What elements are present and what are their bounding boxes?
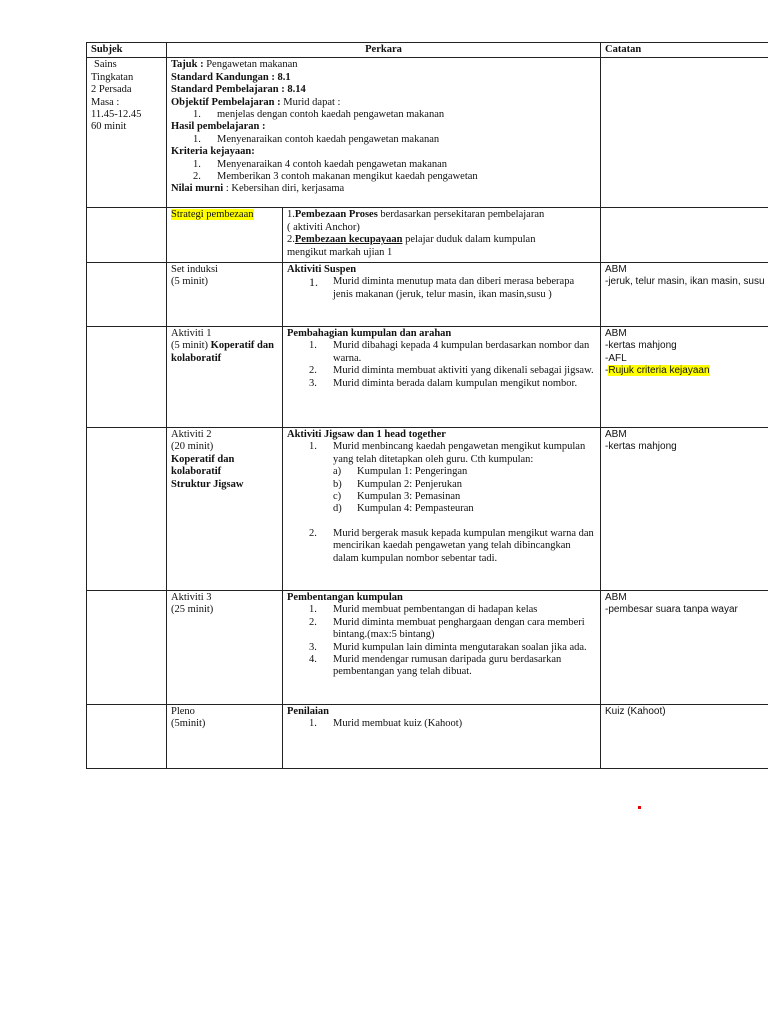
standard-kandungan: Standard Kandungan : 8.1 [171,71,291,83]
aktiviti-1-empty-cell [87,327,167,428]
strategi-catatan-cell [601,208,768,263]
strategi-empty-cell [87,208,167,263]
aktiviti-2-catatan-cell [601,428,768,591]
header-subjek: Subjek [87,43,167,58]
aktiviti-2-row [87,428,768,591]
class-line: 2 Persada [91,84,132,96]
aktiviti-1-list [287,340,596,390]
catatan-afl: -AFL [605,352,627,364]
aktiviti-3-list [287,604,596,678]
pleno-catatan-cell [601,705,768,769]
intro-content-cell [167,58,601,208]
hasil-label: Hasil pembelajaran : [171,121,266,133]
jigsaw-title: Aktiviti Jigsaw dan 1 head together [287,429,446,441]
set-induksi-empty-cell [87,263,167,327]
aktiviti-1-content-cell [283,327,601,428]
list-item: 1. Menyenaraikan contoh kaedah pengawetan makanan [193,133,440,145]
list-item: 1. Murid membuat pembentangan di hadapan kelas [309,604,538,616]
intro-row [87,58,768,208]
strategi-label: Strategi pembezaan [171,209,254,221]
intro-catatan-cell [601,58,768,208]
aktiviti-2-method: Koperatif dan kolaboratif [171,453,235,478]
aktiviti-2-empty-cell [87,428,167,591]
strategi-row [87,208,768,263]
aktiviti-suspen-title: Aktiviti Suspen [287,264,357,276]
aktiviti-1-catatan-cell [601,327,768,428]
pleno-content-cell [283,705,601,769]
kumpulan-sublist [333,466,596,516]
objektif-line: Objektif Pembelajaran : Murid dapat : [171,96,341,108]
aktiviti-2-label-cell [167,428,283,591]
header-perkara: Perkara [167,43,601,58]
list-item: 2. Murid diminta membuat penghargaan dengan cara memberi bintang.(max:5 bintang) [309,616,585,641]
strategi-point-1: 1.Pembezaan Proses berdasarkan persekitaran pembelajaran [287,209,545,221]
list-item: 2. Memberikan 3 contoh makanan mengikut kaedah pengawetan [193,171,478,183]
set-induksi-content-cell [283,263,601,327]
catatan-kertas: -kertas mahjong [605,340,677,352]
aktiviti-1-duration: (5 minit) Koperatif dan kolaboratif [171,340,274,364]
header-catatan: Catatan [601,43,768,58]
catatan-rujuk: -Rujuk criteria kejayaan [605,365,710,377]
catatan-abm: ABM [605,264,627,276]
form-line: Tingkatan [91,71,134,83]
strategi-content-cell [283,208,601,263]
aktiviti-3-row [87,591,768,705]
list-item: 1. Murid menbincang kaedah pengawetan mengikut kumpulan yang telah ditetapkan oleh guru. Cth kumpulan: a) Kumpulan 1: Pengeringan b) Kumpulan 2: Penjerukan c) Kumpulan 3: Pemasinan d) Kumpulan 4: Pempasteuran [287,441,596,527]
strategi-point-2: 2.Pembezaan kecupayaan pelajar duduk dalam kumpulan [287,234,536,246]
aktiviti-3-duration: (25 minit) [171,604,214,616]
set-induksi-label-cell [167,263,283,327]
penilaian-title: Penilaian [287,706,330,718]
aktiviti-3-content-cell [283,591,601,705]
hasil-list [171,134,596,146]
standard-pembelajaran: Standard Pembelajaran : 8.14 [171,84,306,96]
catatan-abm: ABM [605,429,627,441]
aktiviti-2-content-cell [283,428,601,591]
strategi-point-2-line2: mengikut markah ujian 1 [287,246,393,258]
list-item: 1. Murid dibahagi kepada 4 kumpulan berdasarkan nombor dan warna. [309,340,590,364]
pleno-title: Pleno [171,706,195,718]
list-item: 1. menjelas dengan contoh kaedah pengawetan makanan [193,109,445,121]
aktiviti-1-title: Aktiviti 1 [171,328,212,340]
list-item: 1. Menyenaraikan 4 contoh kaedah pengawetan makanan [193,158,448,170]
list-item: 1. Murid diminta menutup mata dan diberi merasa beberapa jenis makanan (jeruk, telur masin, ikan masin,susu ) [309,275,575,300]
pleno-label-cell [167,705,283,769]
list-item: 2. Murid bergerak masuk kepada kumpulan mengikut warna dan mencirikan kaedah pengawetan yang telah dibincangkan dalam kumpulan nombor sebentar tadi. [309,527,594,564]
pleno-list [287,718,596,730]
aktiviti-3-title: Aktiviti 3 [171,592,212,604]
pleno-empty-cell [87,705,167,769]
time-range: 11.45-12.45 [91,109,142,121]
catatan-kertas: -kertas mahjong [605,441,677,453]
list-item: 2. Murid diminta membuat aktiviti yang dikenali sebagai jigsaw. [309,365,594,377]
nilai-murni-line: Nilai murni : Kebersihan diri, kerjasama [171,183,345,195]
aktiviti-2-title: Aktiviti 2 [171,429,212,441]
set-induksi-row [87,263,768,327]
aktiviti-2-list [287,441,596,565]
set-induksi-duration: (5 minit) [171,276,209,288]
catatan-bahan: -jeruk, telur masin, ikan masin, susu [605,276,765,288]
kriteria-label: Kriteria kejayaan: [171,146,255,158]
aktiviti-3-label-cell [167,591,283,705]
duration: 60 minit [91,121,127,133]
set-induksi-title: Set induksi [171,264,218,276]
aktiviti-2-duration: (20 minit) [171,441,214,453]
aktiviti-2-structure: Struktur Jigsaw [171,478,244,490]
pleno-duration: (5minit) [171,718,206,730]
intro-subject-cell [87,58,167,208]
aktiviti-1-row [87,327,768,428]
strategi-point-1-line2: ( aktiviti Anchor) [287,221,360,233]
subject-line: Sains [94,59,117,71]
strategi-label-cell [167,208,283,263]
aktiviti-1-label-cell [167,327,283,428]
list-item: 3. Murid diminta berada dalam kumpulan mengikut nombor. [309,377,578,389]
set-induksi-list [287,276,596,301]
sublist-item: c) Kumpulan 3: Pemasinan [333,491,461,503]
red-dot-mark [638,806,641,809]
header-row [87,43,768,58]
sublist-item: a) Kumpulan 1: Pengeringan [333,466,468,478]
time-label: Masa : [91,96,120,108]
tajuk-line: Tajuk : Pengawetan makanan [171,59,298,71]
list-item: 3. Murid kumpulan lain diminta mengutarakan soalan jika ada. [309,641,587,653]
catatan-kuiz: Kuiz (Kahoot) [605,706,666,718]
catatan-abm: ABM [605,328,627,340]
sublist-item: d) Kumpulan 4: Pempasteuran [333,503,474,515]
catatan-abm: ABM [605,592,627,604]
catatan-pembesar-suara: -pembesar suara tanpa wayar [605,604,738,616]
lesson-plan-table [86,42,768,769]
set-induksi-catatan-cell [601,263,768,327]
list-item: 1. Murid membuat kuiz (Kahoot) [309,718,463,730]
sublist-item: b) Kumpulan 2: Penjerukan [333,478,462,490]
kriteria-list [171,159,596,184]
pembahagian-title: Pembahagian kumpulan dan arahan [287,328,452,340]
list-item: 4. Murid mendengar rumusan daripada guru berdasarkan pembentangan yang telah dibuat. [309,654,562,678]
objektif-list [171,109,596,121]
aktiviti-3-catatan-cell [601,591,768,705]
pleno-row [87,705,768,769]
aktiviti-3-empty-cell [87,591,167,705]
pembentangan-title: Pembentangan kumpulan [287,592,403,604]
